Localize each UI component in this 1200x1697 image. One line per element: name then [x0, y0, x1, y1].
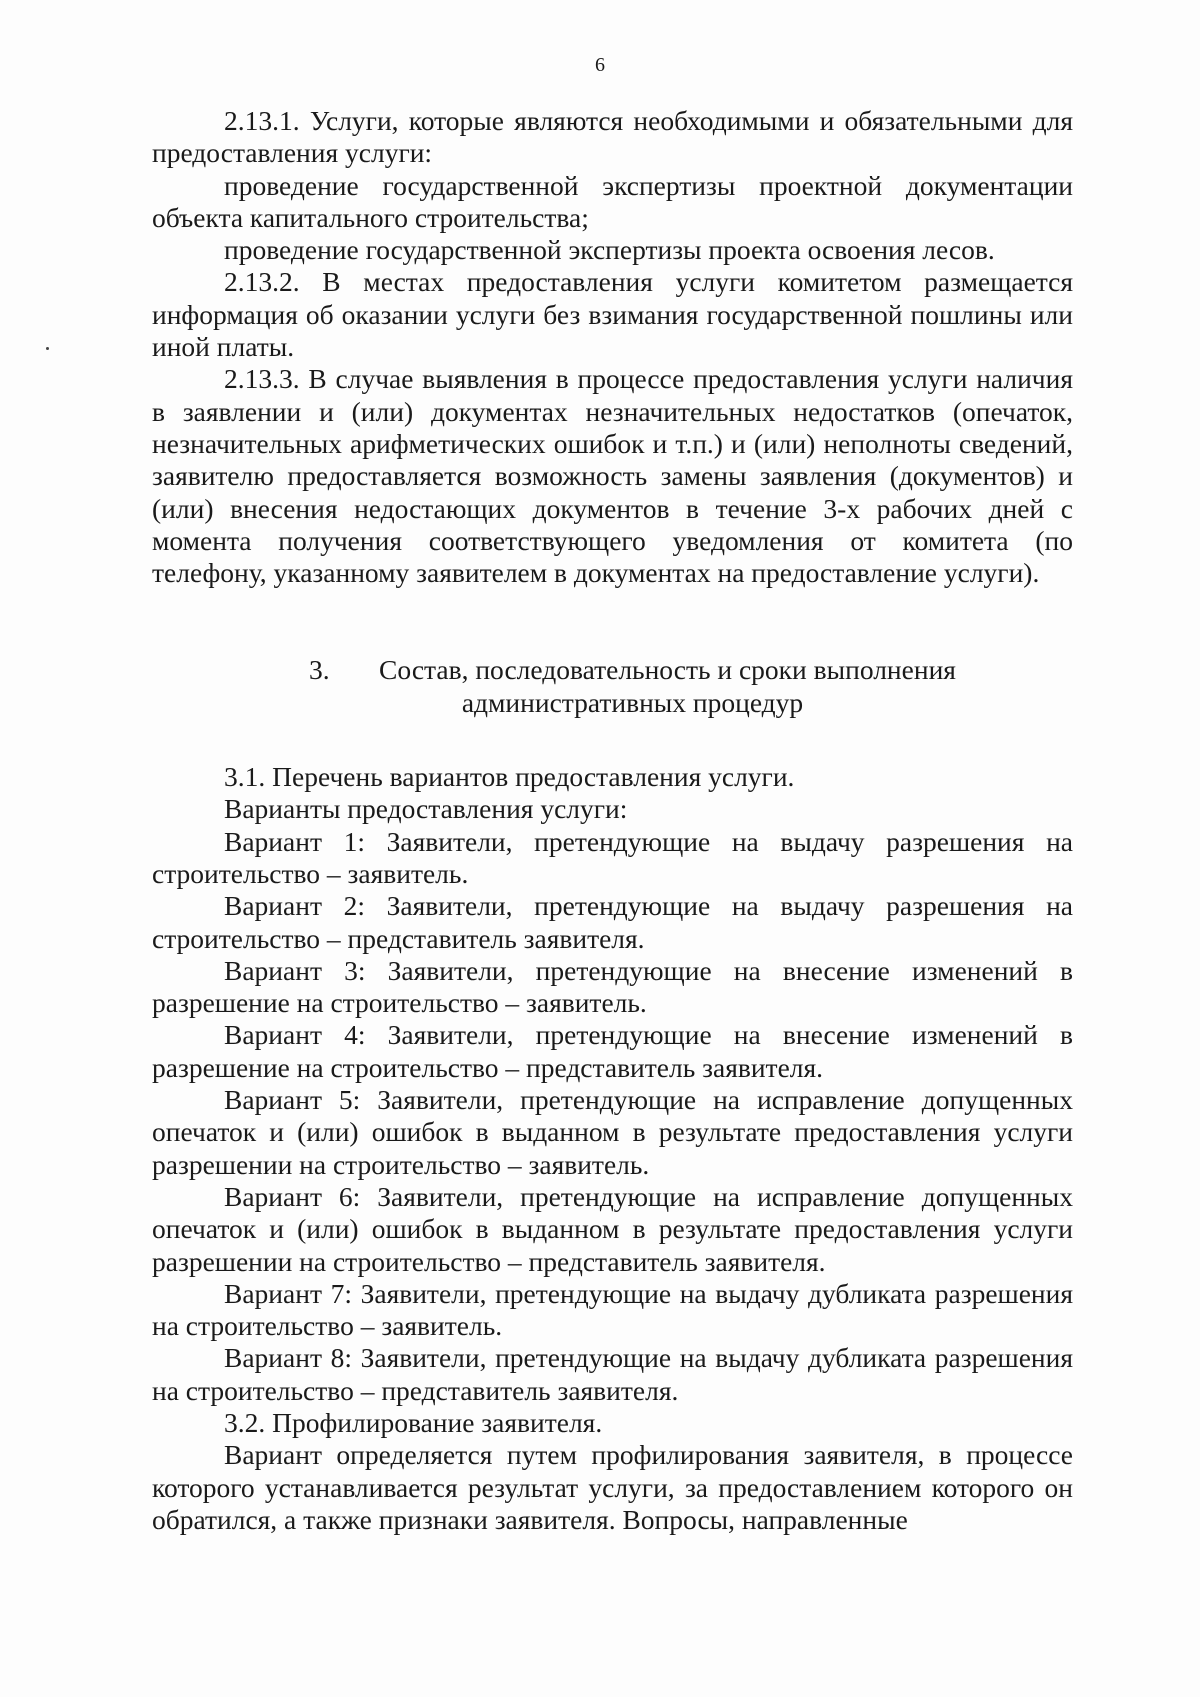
variant-1: Вариант 1: Заявители, претендующие на выдачу разрешения на строительство – заявитель.	[152, 825, 1073, 889]
list-item-expertise-project-docs: проведение государственной экспертизы проектной документации объекта капитального строительства;	[152, 169, 1073, 233]
section-heading	[152, 654, 1073, 719]
paragraph-2-13-2: 2.13.2. В местах предоставления услуги комитетом размещается информация об оказании услуги без взимания государственной пошлины или иной платы.	[152, 266, 1073, 363]
page-number: 6	[595, 54, 605, 76]
variant-4: Вариант 4: Заявители, претендующие на внесение изменений в разрешение на строительство – представитель заявителя.	[152, 1019, 1073, 1083]
paragraph-2-13-3: 2.13.3. В случае выявления в процессе предоставления услуги наличия в заявлении и (или) документах незначительных недостатков (опечаток, незначительных арифметических ошибок и т.п.) и (или) неполноты сведений, заявителю предоставляется возможность замены заявления (документов) и (или) внесения недостающих документов в течение 3-х рабочих дней с момента получения соответствующего уведомления от комитета (по телефону, указанному заявителем в документах на предоставление услуги).	[152, 363, 1073, 589]
paragraph-variants-intro: Варианты предоставления услуги:	[224, 793, 628, 825]
variant-5: Вариант 5: Заявители, претендующие на исправление допущенных опечаток и (или) ошибок в выданном в результате предоставления услуги разрешении на строительство – заявитель.	[152, 1084, 1073, 1180]
variant-2: Вариант 2: Заявители, претендующие на выдачу разрешения на строительство – представитель заявителя.	[152, 890, 1073, 954]
document-body	[152, 105, 1073, 1536]
variant-6: Вариант 6: Заявители, претендующие на исправление допущенных опечаток и (или) ошибок в выданном в результате предоставления услуги разрешении на строительство – представитель заявителя.	[152, 1180, 1073, 1277]
paragraph-2-13-1: 2.13.1. Услуги, которые являются необходимыми и обязательными для предоставления услуги:	[152, 105, 1073, 169]
variant-8: Вариант 8: Заявители, претендующие на выдачу дубликата разрешения на строительство – представитель заявителя.	[152, 1342, 1073, 1406]
section-number: 3.	[309, 654, 330, 686]
scan-speck	[46, 347, 49, 350]
paragraph-3-2: 3.2. Профилирование заявителя.	[224, 1406, 603, 1438]
list-item-expertise-forest: проведение государственной экспертизы проекта освоения лесов.	[224, 234, 995, 266]
variant-7: Вариант 7: Заявители, претендующие на выдачу дубликата разрешения на строительство – заявитель.	[152, 1277, 1073, 1342]
section-title-line-1: Состав, последовательность и сроки выполнения	[379, 654, 956, 686]
paragraph-profiling: Вариант определяется путем профилирования заявителя, в процессе которого устанавливается результат услуги, за предоставлением которого он обратился, а также признаки заявителя. Вопросы, направленные	[152, 1439, 1073, 1535]
variant-3: Вариант 3: Заявители, претендующие на внесение изменений в разрешение на строительство – заявитель.	[152, 954, 1073, 1019]
paragraph-3-1: 3.1. Перечень вариантов предоставления услуги.	[224, 761, 795, 793]
section-title-line-2: административных процедур	[461, 686, 804, 718]
